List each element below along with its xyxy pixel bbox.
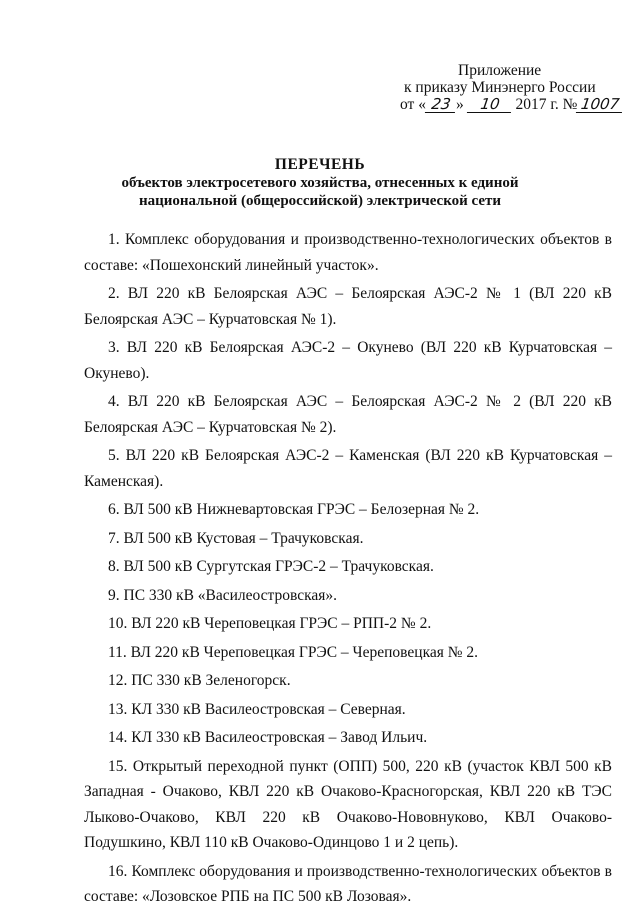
title-subtitle-line-1: объектов электросетевого хозяйства, отнесенных к единой [121, 175, 519, 191]
year-text: 2017 г. № [515, 96, 578, 113]
list-item-1: 1. Комплекс оборудования и производственно-технологических объектов в составе: «Пошехонский линейный участок». [84, 231, 612, 274]
list-item-10: 10. ВЛ 220 кВ Череповецкая ГРЭС – РПП-2 № 2. [108, 615, 432, 632]
list-item-14: 14. КЛ 330 кВ Василеостровская – Завод Ильич. [108, 729, 428, 746]
list-item-12: 12. ПС 330 кВ Зеленогорск. [108, 672, 291, 689]
handwritten-day: 23 [425, 97, 457, 113]
list-item-13: 13. КЛ 330 кВ Василеостровская – Северная. [108, 700, 406, 718]
list-item-16: 16. Комплекс оборудования и производственно-технологических объектов в составе: «Лозовское РПБ на ПС 500 кВ Лозовая». [84, 862, 612, 905]
list-item-3: 3. ВЛ 220 кВ Белоярская АЭС-2 – Окунево (ВЛ 220 кВ Курчатовская – Окунево). [84, 339, 612, 382]
appendix-label: Приложение [458, 62, 542, 79]
objects-list [84, 227, 612, 913]
handwritten-month: 10 [466, 97, 512, 113]
list-item-15: 15. Открытый переходной пункт (ОПП) 500, 220 кВ (участок КВЛ 500 кВ Западная - Очаково, КВЛ 220 кВ Очаково-Красногорская, КВЛ 220 кВ ТЭС Лыково-Очаково, КВЛ 220 кВ Очаково-Нововнуково, КВЛ Очаково-Подушкино, КВЛ 110 кВ Очаково-Одинцово 1 и 2 цепь). [84, 757, 612, 851]
handwritten-order-number: 1007 [576, 97, 624, 113]
title-subtitle-line-2: национальной (общероссийской) электрической сети [138, 193, 502, 209]
list-item-5: 5. ВЛ 220 кВ Белоярская АЭС-2 – Каменская (ВЛ 220 кВ Курчатовская – Каменская). [84, 447, 612, 490]
list-item-6: 6. ВЛ 500 кВ Нижневартовская ГРЭС – Белозерная № 2. [108, 501, 480, 518]
quote-open: « [418, 96, 426, 113]
order-date-line [400, 96, 624, 113]
list-item-9: 9. ПС 330 кВ «Василеостровская». [108, 586, 338, 604]
date-prefix: от [400, 96, 415, 113]
list-item-7: 7. ВЛ 500 кВ Кустовая – Трачуковская. [108, 529, 364, 547]
quote-close: » [455, 96, 464, 113]
order-reference: к приказу Минэнерго России [404, 79, 596, 96]
list-item-11: 11. ВЛ 220 кВ Череповецкая ГРЭС – Череповецкая № 2. [108, 643, 479, 661]
title-heading: ПЕРЕЧЕНЬ [274, 156, 366, 173]
list-item-8: 8. ВЛ 500 кВ Сургутская ГРЭС-2 – Трачуковская. [108, 558, 434, 575]
appendix-header [400, 62, 624, 113]
list-item-2: 2. ВЛ 220 кВ Белоярская АЭС – Белоярская АЭС-2 № 1 (ВЛ 220 кВ Белоярская АЭС – Курчатовская № 1). [84, 285, 612, 328]
list-item-4: 4. ВЛ 220 кВ Белоярская АЭС – Белоярская АЭС-2 № 2 (ВЛ 220 кВ Белоярская АЭС – Курчатовская № 2). [84, 393, 612, 436]
document-title [0, 156, 640, 210]
